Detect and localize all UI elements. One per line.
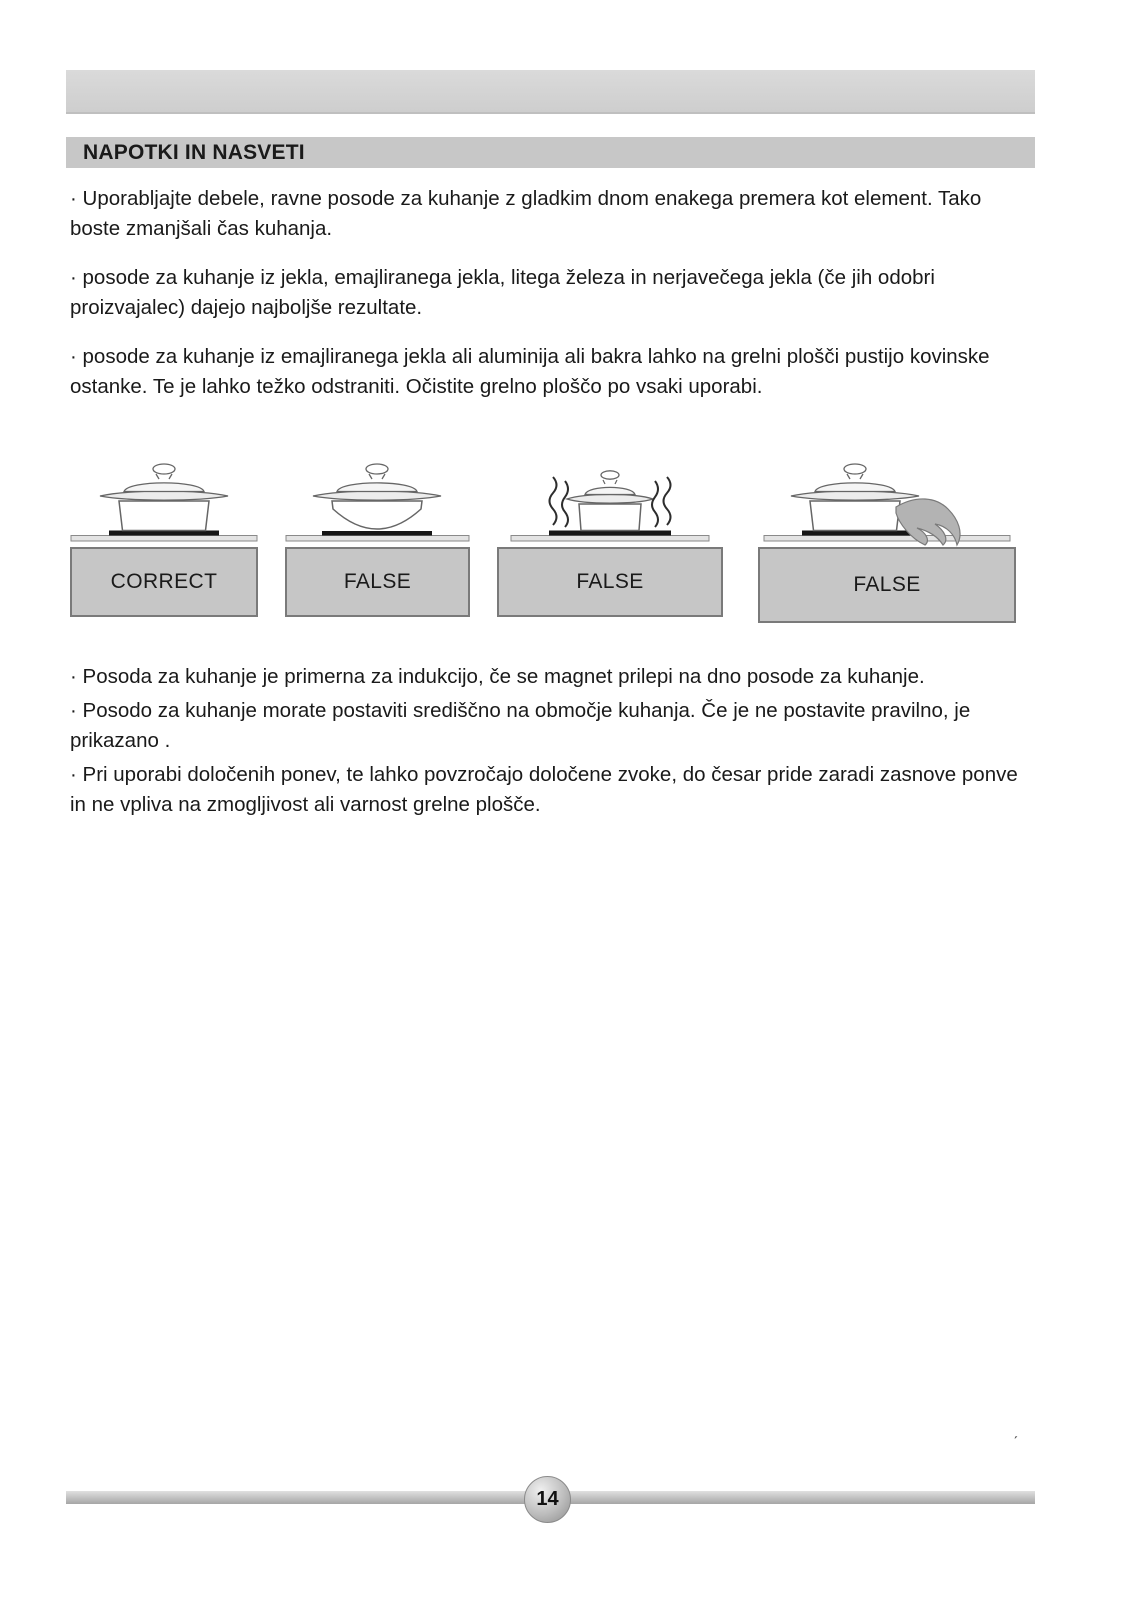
paragraph-pot-residue: · posode za kuhanje iz emajliranega jekla ali aluminija ali bakra lahko na grelni plošči pustijo kovinske ostanke. Te je lahko težko odstraniti. Očistite grelno ploščo po vsaki uporabi. — [70, 345, 990, 398]
header-bar — [66, 70, 1035, 114]
figure-label-box-correct — [70, 547, 258, 617]
paragraph-pot-materials: · posode za kuhanje iz jekla, emajliranega jekla, litega železa in nerjavečega jekla (če jih odobri proizvajalec) dajejo najboljše rezultate. — [70, 266, 935, 319]
figure-curved-bottom-pot — [285, 455, 470, 617]
figure-small-pot-heat-loss — [497, 455, 723, 617]
small-pot-heat-waves-icon — [497, 455, 723, 547]
pot-curved-bottom-icon — [285, 455, 470, 547]
page-number: 14 — [536, 1488, 559, 1510]
scan-artifact-mark: ˊ — [1013, 1435, 1019, 1452]
figure-label-box-cloth — [758, 547, 1016, 623]
figure-label-box-curved — [285, 547, 470, 617]
tips-paragraphs-bottom — [70, 662, 1026, 824]
figure-label: FALSE — [343, 570, 412, 593]
figure-label-box-small-pot — [497, 547, 723, 617]
section-title: NAPOTKI IN NASVETI — [83, 140, 305, 164]
figure-cloth-under-pot — [758, 455, 1016, 623]
figure-label: CORRECT — [110, 570, 218, 593]
section-title-bar — [66, 137, 1035, 168]
figure-label: FALSE — [853, 573, 921, 596]
paragraph-induction-magnet: · Posoda za kuhanje je primerna za indukcijo, če se magnet prilepi na dno posode za kuhanje. — [70, 665, 925, 688]
paragraph-pot-thickness: · Uporabljajte debele, ravne posode za kuhanje z gladkim dnom enakega premera kot element. Tako boste zmanjšali čas kuhanja. — [70, 187, 982, 240]
figure-label: FALSE — [576, 570, 644, 593]
figure-correct-pot — [70, 455, 258, 617]
pot-with-cloth-icon — [758, 455, 1016, 547]
paragraph-pan-noises: · Pri uporabi določenih ponev, te lahko povzročajo določene zvoke, do česar pride zaradi zasnove ponve in ne vpliva na zmogljivost ali varnost grelne plošče. — [70, 763, 1018, 816]
paragraph-centre-pot: · Posodo za kuhanje morate postaviti središčno na območje kuhanja. Če je ne postavite pravilno, je prikazano . — [70, 699, 971, 752]
page-number-badge — [524, 1476, 571, 1523]
tips-paragraphs-top — [70, 184, 1026, 421]
cookware-figures-row — [0, 455, 1128, 625]
pot-flat-bottom-icon — [70, 455, 258, 547]
